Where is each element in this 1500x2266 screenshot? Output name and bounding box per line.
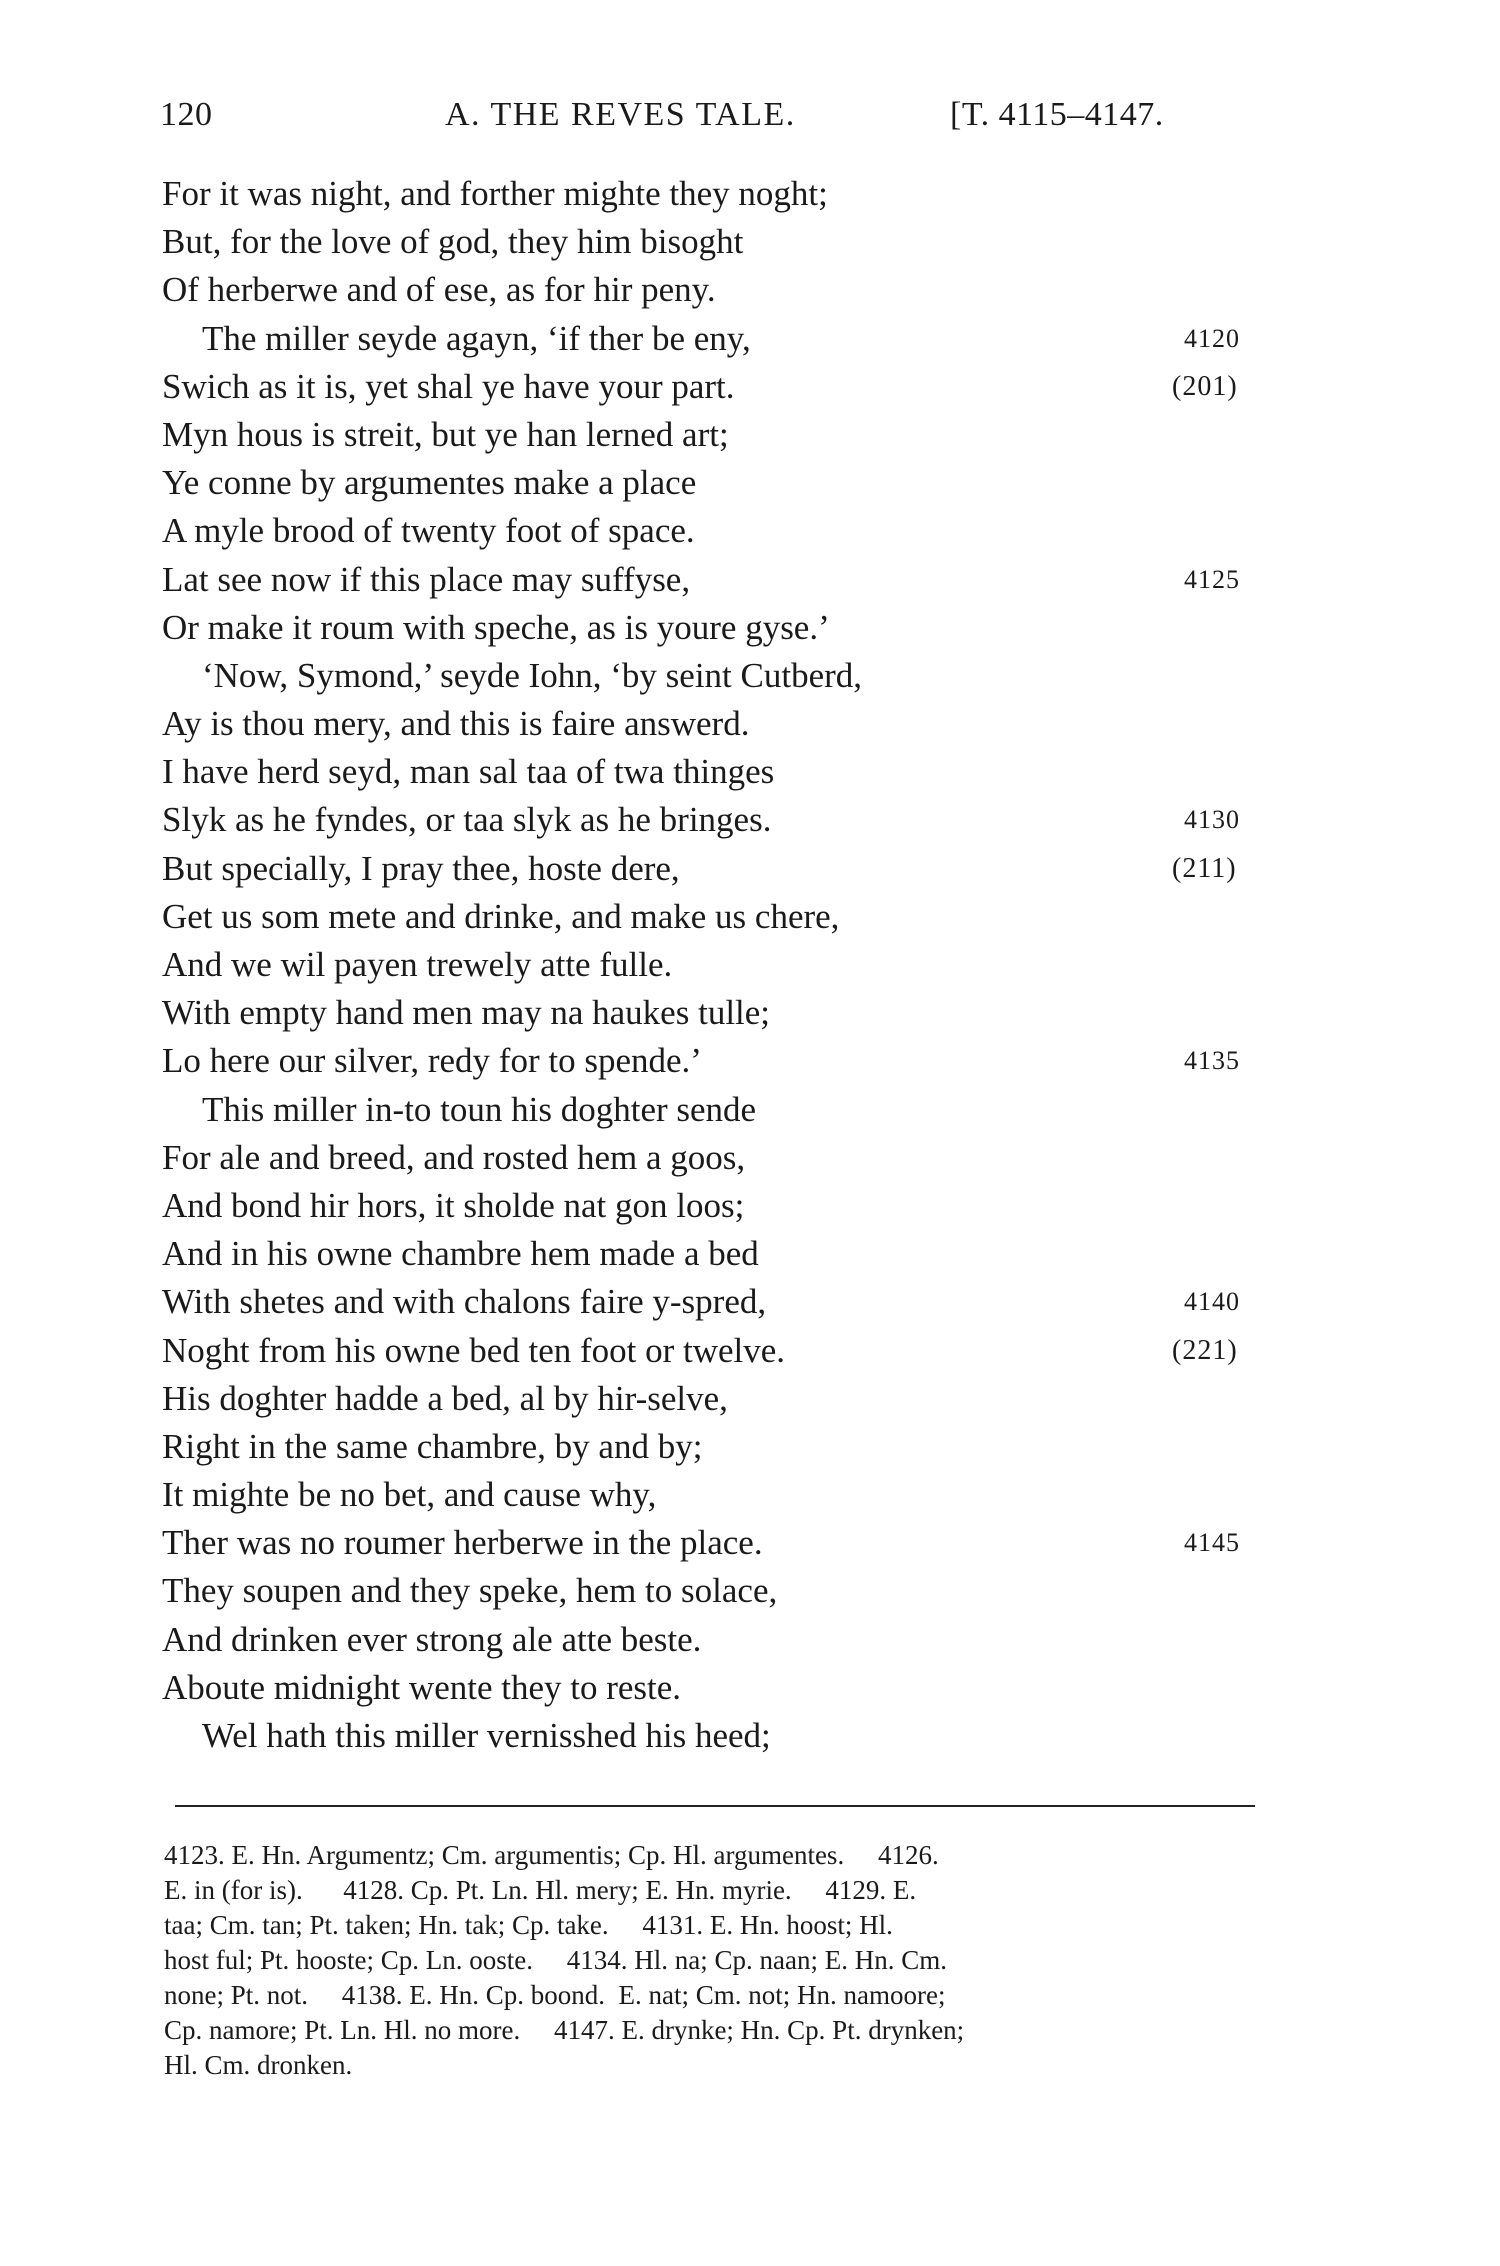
verse-line [0,989,1500,1037]
verse-text: A myle brood of twenty foot of space. [162,511,695,551]
note-line: none; Pt. not. 4138. E. Hn. Cp. boond. E. nat; Cm. not; Hn. namoore; [164,1980,946,2010]
verse-text: Lat see now if this place may suffyse, [162,559,691,599]
verse-line [0,796,1500,844]
verse-line [0,1567,1500,1615]
note-line: Cp. namore; Pt. Ln. Hl. no more. 4147. E. drynke; Hn. Cp. Pt. drynken; [164,2015,965,2045]
verse-text: But, for the love of god, they him bisoght [162,222,744,262]
line-number: 4135 [1184,1046,1240,1076]
verse-text: Or make it roum with speche, as is youre gyse.’ [162,607,830,647]
verse-text: But specially, I pray thee, hoste dere, [162,848,680,888]
verse-text: Aboute midnight wente they to reste. [162,1667,682,1707]
verse-text: With empty hand men may na haukes tulle; [162,993,771,1033]
line-number: 4120 [1184,323,1240,353]
verse-text: Get us som mete and drinke, and make us chere, [162,896,840,936]
verse-text: I have herd seyd, man sal taa of twa thinges [162,752,775,792]
note-line: host ful; Pt. hooste; Cp. Ln. ooste. 4134. Hl. na; Cp. naan; E. Hn. Cm. [164,1945,947,1975]
verse-line [0,411,1500,459]
verse-line [0,700,1500,748]
verse-line [0,266,1500,314]
verse-line [0,1086,1500,1134]
verse-text: Myn hous is streit, but ye han lerned art; [162,414,729,454]
verse-line [0,1519,1500,1567]
verse-text: Right in the same chambre, by and by; [162,1426,703,1466]
verse-text: ‘Now, Symond,’ seyde Iohn, ‘by seint Cutberd, [202,655,863,695]
verse-line [0,845,1500,893]
line-number: (211) [1172,852,1237,884]
verse-line [0,1278,1500,1326]
verse-line [0,170,1500,218]
verse-line [0,748,1500,796]
note-line: taa; Cm. tan; Pt. taken; Hn. tak; Cp. take. 4131. E. Hn. hoost; Hl. [164,1910,893,1940]
note-line: 4123. E. Hn. Argumentz; Cm. argumentis; Cp. Hl. argumentes. 4126. [164,1840,939,1870]
verse-line [0,1230,1500,1278]
verse-line [0,652,1500,700]
line-number: (221) [1172,1334,1238,1366]
verse-text: And drinken ever strong ale atte beste. [162,1619,702,1659]
verse-text: Slyk as he fyndes, or taa slyk as he bringes. [162,800,772,840]
verse-line [0,893,1500,941]
verse-text: Wel hath this miller vernisshed his heed; [202,1716,771,1755]
verse-text: For it was night, and forther mighte they noght; [162,174,828,213]
verse-text: Ay is thou mery, and this is faire answerd. [162,704,750,744]
verse-line [0,1182,1500,1230]
verse-text: And bond hir hors, it sholde nat gon loos; [162,1185,745,1225]
verse-line [0,1134,1500,1182]
verse-text: They soupen and they speke, hem to solace, [162,1571,778,1611]
verse-text: Of herberwe and of ese, as for hir peny. [162,270,716,310]
verse-line [0,507,1500,555]
poem-text [0,170,1500,1760]
verse-line [0,1423,1500,1471]
line-number: 4125 [1184,564,1240,594]
verse-line [0,1471,1500,1519]
line-number: 4145 [1184,1528,1240,1558]
line-number: 4140 [1184,1287,1240,1317]
line-range: [T. 4115–4147. [950,96,1164,133]
verse-text: This miller in-to toun his doghter sende [202,1089,757,1129]
verse-line [0,1037,1500,1085]
verse-text: Noght from his owne bed ten foot or twelve. [162,1330,786,1370]
verse-line [0,315,1500,363]
verse-line [0,1375,1500,1423]
textual-notes [164,1838,1264,2083]
verse-text: Ye conne by argumentes make a place [162,463,697,503]
line-number: 4130 [1184,805,1240,835]
verse-text: And in his owne chambre hem made a bed [162,1234,759,1274]
page-number: 120 [160,96,213,133]
verse-line [0,218,1500,266]
note-line: E. in (for is). 4128. Cp. Pt. Ln. Hl. mery; E. Hn. myrie. 4129. E. [164,1875,917,1905]
verse-text: Lo here our silver, redy for to spende.’ [162,1041,702,1081]
verse-line [0,1616,1500,1664]
verse-line [0,941,1500,989]
verse-line [0,1712,1500,1760]
verse-line [0,1327,1500,1375]
verse-line [0,1664,1500,1712]
verse-text: Ther was no roumer herberwe in the place. [162,1523,763,1563]
verse-text: The miller seyde agayn, ‘if ther be eny, [202,318,751,358]
verse-line [0,363,1500,411]
line-number: (201) [1172,370,1238,402]
verse-text: It mighte be no bet, and cause why, [162,1475,657,1515]
verse-line [0,459,1500,507]
page-title: A. THE REVES TALE. [445,96,796,133]
verse-text: Swich as it is, yet shal ye have your part. [162,366,735,406]
running-header [160,96,1260,146]
verse-text: With shetes and with chalons faire y-spred, [162,1282,767,1322]
verse-text: And we wil payen trewely atte fulle. [162,945,673,984]
verse-line [0,604,1500,652]
verse-line [0,556,1500,604]
verse-text: For ale and breed, and rosted hem a goos, [162,1137,746,1177]
note-line: Hl. Cm. dronken. [164,2050,353,2080]
footnote-divider [175,1805,1255,1807]
verse-text: His doghter hadde a bed, al by hir-selve, [162,1378,728,1418]
